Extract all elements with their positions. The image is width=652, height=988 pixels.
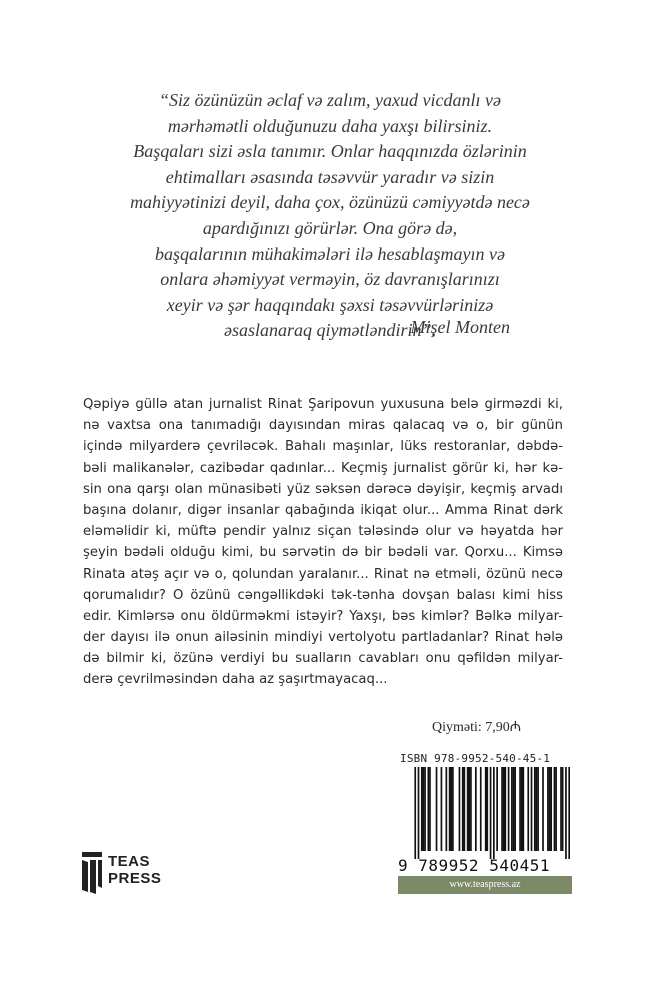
publisher-logo bbox=[82, 850, 192, 898]
quote-line: onlara əhəmiyyət verməyin, öz davranışlarınızı bbox=[160, 269, 500, 290]
book-description bbox=[83, 394, 563, 691]
description-line: Qəpiyə güllə atan jurnalist Rinat Şaripovun yuxusuna belə girməzdi ki, bbox=[83, 397, 563, 412]
barcode-bar bbox=[531, 767, 533, 851]
barcode-bar bbox=[485, 767, 487, 851]
barcode-bar bbox=[534, 767, 536, 851]
epigraph-quote bbox=[60, 88, 600, 344]
description-line: sin ona qarşı olan münasibəti yüz səksən dərəcə dəyişir, keçmiş arvadı bbox=[83, 481, 563, 497]
quote-line: apardığınızı görürlər. Ona görə də, bbox=[202, 217, 458, 238]
quote-line: başqalarının mühakimələri ilə hesablaşmayın və bbox=[155, 243, 505, 264]
barcode-bar bbox=[565, 767, 567, 859]
barcode-bar bbox=[496, 767, 498, 851]
barcode-bar bbox=[550, 767, 552, 851]
quote-author: Mişel Monten bbox=[410, 317, 510, 337]
barcode-bar bbox=[527, 767, 529, 851]
barcode-bar bbox=[503, 767, 505, 851]
barcode-bar bbox=[462, 767, 464, 851]
barcode-bar bbox=[554, 767, 556, 851]
barcode-bar bbox=[493, 767, 495, 859]
barcode-bar bbox=[427, 767, 429, 851]
barcode bbox=[398, 767, 570, 859]
barcode-bar bbox=[514, 767, 516, 851]
barcode-bar bbox=[429, 767, 431, 851]
barcode-bar bbox=[486, 767, 488, 851]
barcode-bar bbox=[542, 767, 544, 851]
description-line: der dayısı ilə onun ailəsinin mindiyi vertolyotu partladanlar? Rinat hələ bbox=[83, 630, 563, 646]
barcode-bar bbox=[511, 767, 513, 851]
barcode-bar bbox=[537, 767, 539, 851]
barcode-bar bbox=[464, 767, 466, 851]
isbn-label: ISBN 978-9952-540-45-1 bbox=[400, 752, 551, 765]
quote-line: xeyir və şər haqqındakı şəxsi təsəvvürlərinizə bbox=[166, 294, 494, 315]
barcode-bar bbox=[450, 767, 452, 851]
quote-line: əsaslanaraq qiymətləndirin”. bbox=[224, 320, 436, 341]
barcode-bar bbox=[508, 767, 510, 851]
barcode-bar bbox=[414, 767, 416, 859]
barcode-bar bbox=[441, 767, 443, 851]
barcode-bar bbox=[468, 767, 470, 851]
description-line: başına dolanır, digər insanlar qabağında ikiqat olur... Amma Rinat dərk bbox=[83, 502, 563, 518]
description-line: Rinata atəş açır və o, qolundan yaralanır... Rinat nə etməli, özünü necə bbox=[83, 566, 563, 582]
barcode-bar bbox=[549, 767, 551, 851]
description-line: nə vaxtsa ona tanımadığı dayısından miras qalacaq və o, bir günün bbox=[83, 418, 563, 434]
barcode-bar bbox=[459, 767, 461, 851]
teas-press-logo-icon bbox=[82, 850, 102, 894]
price-label: Qiyməti: 7,90₼ bbox=[432, 720, 522, 735]
description-line: derə çevrilməsindən daha az şaşırtmayacaq... bbox=[83, 672, 388, 688]
barcode-bar bbox=[547, 767, 549, 851]
barcode-bar bbox=[513, 767, 515, 851]
barcode-bar bbox=[522, 767, 524, 851]
quote-line: mahiyyətinizi deyil, daha çox, özünüzü cəmiyyətdə necə bbox=[130, 192, 530, 213]
barcode-bar bbox=[452, 767, 454, 851]
publisher-website: www.teaspress.az bbox=[398, 876, 572, 894]
barcode-bar bbox=[490, 767, 492, 859]
barcode-bar bbox=[436, 767, 438, 851]
barcode-bar bbox=[475, 767, 477, 851]
barcode-bar bbox=[568, 767, 570, 859]
barcode-bar bbox=[519, 767, 521, 851]
barcode-bar bbox=[562, 767, 564, 851]
description-line: də bilmir ki, özünə verdiyi bu sualların cavabları onu qəfildən milyar- bbox=[83, 651, 563, 667]
barcode-bar bbox=[504, 767, 506, 851]
barcode-bar bbox=[418, 767, 420, 859]
description-line: bəli malikanələr, cazibədar qadınlar... Keçmiş jurnalist görür ki, hər kə- bbox=[83, 460, 563, 476]
publisher-name bbox=[108, 853, 161, 887]
description-line: şeyin bədəli olduğu kimi, bu sərvətin də bir bədəli var. Qorxu... Kimsə bbox=[83, 545, 563, 561]
publisher-name-line2: PRESS bbox=[108, 870, 162, 887]
barcode-bar bbox=[424, 767, 426, 851]
barcode-bar bbox=[470, 767, 472, 851]
barcode-bar bbox=[467, 767, 469, 851]
barcode-bar bbox=[555, 767, 557, 851]
barcode-bar bbox=[560, 767, 562, 851]
publisher-name-line1: TEAS bbox=[108, 853, 151, 870]
barcode-bar bbox=[449, 767, 451, 851]
description-line: edir. Kimlərsə onu öldürməkmi istəyir? Yaxşı, bəs kimlər? Bəlkə milyar- bbox=[83, 608, 563, 624]
description-line: eləməlidir ki, müftə pendir yalnız siçan tələsində olur və həyatda hər bbox=[83, 524, 563, 540]
quote-line: Başqaları sizi əsla tanımır. Onlar haqqınızda özlərinin bbox=[133, 141, 527, 162]
barcode-bar bbox=[480, 767, 482, 851]
barcode-bar bbox=[423, 767, 425, 851]
barcode-bar bbox=[501, 767, 503, 851]
barcode-digits: 9 789952 540451 bbox=[398, 856, 550, 875]
quote-line: ehtimalları əsasında təsəvvür yaradır və sizin bbox=[165, 166, 495, 187]
barcode-bar bbox=[421, 767, 423, 851]
description-line: qorumalıdır? O özünü cəngəllikdəki tək-tənha dovşan balası kimi hiss bbox=[83, 587, 563, 603]
barcode-bar bbox=[536, 767, 538, 851]
quote-line: “Siz özünüzün əclaf və zalım, yaxud vicdanlı və bbox=[159, 90, 501, 110]
description-line: içində milyarderə çevriləcək. Bahalı maşınlar, lüks restoranlar, dəbdə- bbox=[83, 439, 563, 455]
barcode-bar bbox=[521, 767, 523, 851]
quote-line: mərhəmətli olduğunuzu daha yaxşı bilirsiniz. bbox=[167, 115, 493, 136]
barcode-bar bbox=[446, 767, 448, 851]
